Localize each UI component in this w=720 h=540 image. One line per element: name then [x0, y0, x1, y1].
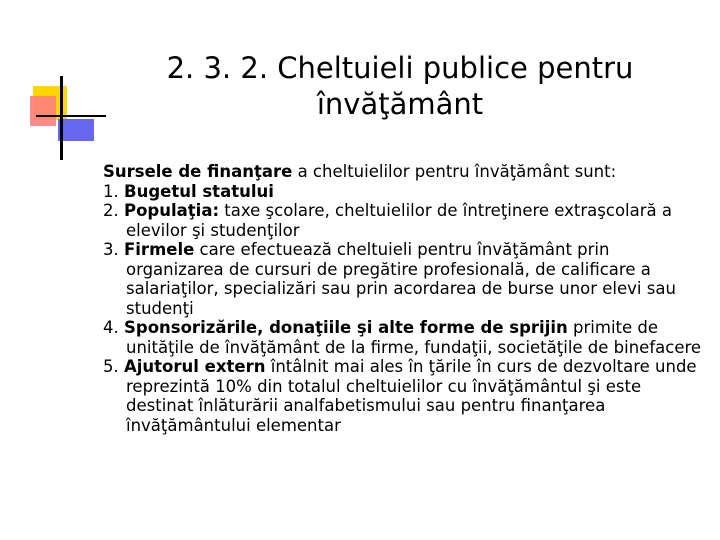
vertical-line: [60, 76, 63, 160]
blue-square: [58, 119, 94, 141]
red-square: [30, 96, 56, 126]
item-number: 1.: [103, 181, 124, 201]
list-item-3: [103, 240, 703, 318]
title-line-1: 2. 3. 2. Cheltuieli publice pentru: [166, 51, 634, 85]
item-number: 4.: [103, 318, 124, 337]
item-number: 3.: [103, 240, 124, 259]
item-bold: Populaţia:: [124, 201, 220, 220]
horizontal-line: [36, 115, 106, 117]
item-bold: Ajutorul extern: [124, 357, 266, 376]
intro-rest: a cheltuielilor pentru învăţământ sunt:: [292, 162, 617, 181]
slide-logo-decoration: [0, 0, 110, 170]
slide-title: [130, 50, 670, 122]
slide-body: [103, 162, 703, 435]
item-bold: Firmele: [124, 240, 195, 259]
list-item-1: [103, 182, 703, 202]
item-number: 2.: [103, 201, 124, 220]
item-number: 5.: [103, 357, 124, 376]
intro-bold: Sursele de finanţare: [103, 162, 293, 181]
item-rest: primite de unităţile de învăţământ de la firme, fundaţii, societăţile de binefacere: [126, 318, 702, 357]
item-rest: care efectuează cheltuieli pentru învăţământ prin organizarea de cursuri de pregătire profesională, de calificare a salariaţilor, specializări sau prin acordarea de burse unor elevi sau studenţi: [126, 240, 676, 318]
list-item-2: [103, 201, 703, 240]
title-line-2: învăţământ: [316, 87, 484, 121]
item-bold: Sponsorizările, donaţiile şi alte forme de sprijin: [124, 318, 568, 337]
item-bold: Bugetul statului: [124, 181, 274, 201]
list-item-4: [103, 318, 703, 357]
item-rest: întâlnit mai ales în ţările în curs de dezvoltare unde reprezintă 10% din totalul cheltuielilor cu învăţământul şi este destinat înlăturării analfabetismului sau pentru finanţarea învăţământului elementar: [126, 357, 697, 435]
item-rest: taxe şcolare, cheltuielilor de întreţinere extraşcolară a elevilor şi studenţilor: [126, 201, 672, 240]
intro-text: [103, 162, 703, 182]
list-item-5: [103, 357, 703, 435]
